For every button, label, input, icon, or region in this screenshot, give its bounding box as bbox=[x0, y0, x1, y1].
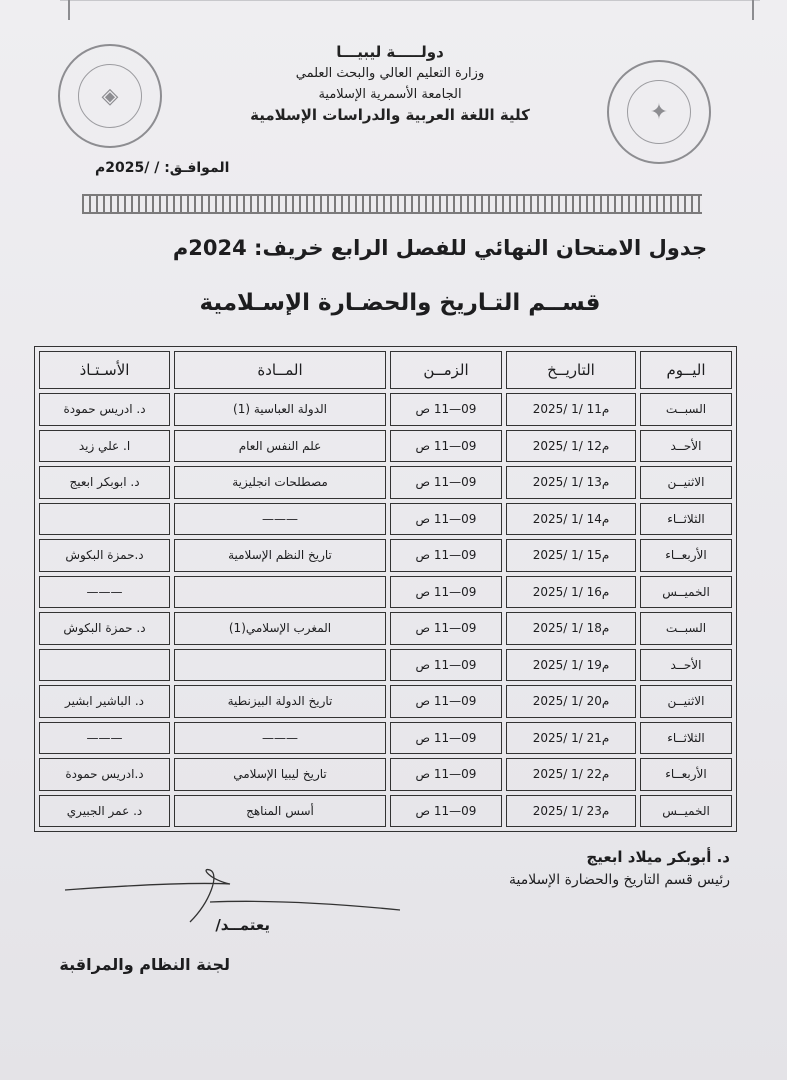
committee-name: لجنة النظام والمراقبة bbox=[59, 955, 230, 974]
department-title: قســم التـاريخ والحضـارة الإسـلامية bbox=[199, 290, 601, 316]
table-row bbox=[39, 685, 732, 718]
cell-date: 2025/ 1/ 18م bbox=[506, 612, 636, 645]
cell-subject: ——— bbox=[174, 722, 386, 755]
cell-prof: د.حمزة البكوش bbox=[39, 539, 170, 572]
head-of-department-name: د. أبوبكر ميلاد ابعيج bbox=[586, 848, 730, 866]
top-tick-right bbox=[752, 0, 754, 20]
header-date: التاريــخ bbox=[506, 351, 636, 389]
head-of-department-title: رئيس قسم التاريخ والحضارة الإسلامية bbox=[508, 872, 730, 888]
cell-day: الاثنيــن bbox=[640, 466, 732, 499]
cell-day: الأحــد bbox=[640, 649, 732, 682]
cell-date: 2025/ 1/ 13م bbox=[506, 466, 636, 499]
cell-subject: علم النفس العام bbox=[174, 430, 386, 463]
cell-day: الخميــس bbox=[640, 795, 732, 828]
cell-prof: د. الباشير ابشير bbox=[39, 685, 170, 718]
cell-date: 2025/ 1/ 19م bbox=[506, 649, 636, 682]
cell-day: الأربعــاء bbox=[640, 539, 732, 572]
table-row bbox=[39, 503, 732, 536]
university-seal-icon: ✦ bbox=[607, 60, 711, 164]
cell-subject: مصطلحات انجليزية bbox=[174, 466, 386, 499]
header-professor: الأسـتـاذ bbox=[39, 351, 170, 389]
table-row bbox=[39, 576, 732, 609]
cell-prof: ——— bbox=[39, 722, 170, 755]
cell-prof: ——— bbox=[39, 576, 170, 609]
cell-subject: تاريخ الدولة البيزنطية bbox=[174, 685, 386, 718]
table-header-row bbox=[39, 351, 732, 389]
table-row bbox=[39, 795, 732, 828]
cell-subject bbox=[174, 576, 386, 609]
approval-label: يعتمــد/ bbox=[215, 916, 270, 934]
cell-time: 09—11 ص bbox=[390, 393, 502, 426]
cell-time: 09—11 ص bbox=[390, 430, 502, 463]
cell-date: 2025/ 1/ 20م bbox=[506, 685, 636, 718]
schedule-title: جدول الامتحان النهائي للفصل الرابع خريف: 2024م bbox=[172, 236, 708, 260]
header-subject: المــادة bbox=[174, 351, 386, 389]
college-name: كلية اللغة العربية والدراسات الإسلامية bbox=[250, 106, 530, 124]
cell-prof: د. ادريس حمودة bbox=[39, 393, 170, 426]
cell-day: الاثنيــن bbox=[640, 685, 732, 718]
cell-time: 09—11 ص bbox=[390, 722, 502, 755]
cell-date: 2025/ 1/ 15م bbox=[506, 539, 636, 572]
header-time: الزمــن bbox=[390, 351, 502, 389]
cell-subject: أسس المناهج bbox=[174, 795, 386, 828]
cell-day: السبــت bbox=[640, 393, 732, 426]
cell-date: 2025/ 1/ 23م bbox=[506, 795, 636, 828]
table-row bbox=[39, 430, 732, 463]
cell-day: السبــت bbox=[640, 612, 732, 645]
cell-subject: تاريخ ليبيا الإسلامي bbox=[174, 758, 386, 791]
cell-time: 09—11 ص bbox=[390, 795, 502, 828]
cell-time: 09—11 ص bbox=[390, 649, 502, 682]
cell-prof: د. حمزة البكوش bbox=[39, 612, 170, 645]
cell-day: الثلاثــاء bbox=[640, 503, 732, 536]
cell-date: 2025/ 1/ 11م bbox=[506, 393, 636, 426]
cell-time: 09—11 ص bbox=[390, 612, 502, 645]
table-row bbox=[39, 539, 732, 572]
cell-prof: د. ابوبكر ابعيج bbox=[39, 466, 170, 499]
state-name: دولـــــة ليبيـــا bbox=[336, 43, 444, 61]
cell-time: 09—11 ص bbox=[390, 758, 502, 791]
cell-subject bbox=[174, 649, 386, 682]
cell-subject: تاريخ النظم الإسلامية bbox=[174, 539, 386, 572]
cell-date: 2025/ 1/ 14م bbox=[506, 503, 636, 536]
cell-day: الثلاثــاء bbox=[640, 722, 732, 755]
cell-subject: ——— bbox=[174, 503, 386, 536]
top-rule bbox=[60, 0, 760, 1]
top-tick-left bbox=[68, 0, 70, 20]
document-date: الموافـق: / /2025م bbox=[95, 160, 230, 176]
cell-time: 09—11 ص bbox=[390, 576, 502, 609]
cell-day: الأحــد bbox=[640, 430, 732, 463]
cell-time: 09—11 ص bbox=[390, 466, 502, 499]
letterhead bbox=[240, 42, 540, 126]
cell-date: 2025/ 1/ 12م bbox=[506, 430, 636, 463]
cell-date: 2025/ 1/ 22م bbox=[506, 758, 636, 791]
university-name: الجامعة الأسمرية الإسلامية bbox=[318, 87, 462, 102]
table-row bbox=[39, 722, 732, 755]
cell-day: الخميــس bbox=[640, 576, 732, 609]
cell-time: 09—11 ص bbox=[390, 503, 502, 536]
cell-prof: د. عمر الجبيري bbox=[39, 795, 170, 828]
cell-time: 09—11 ص bbox=[390, 685, 502, 718]
table-row bbox=[39, 758, 732, 791]
cell-prof: د.ادريس حمودة bbox=[39, 758, 170, 791]
ministry-name: وزارة التعليم العالي والبحث العلمي bbox=[295, 66, 485, 81]
cell-prof bbox=[39, 503, 170, 536]
cell-day: الأربعــاء bbox=[640, 758, 732, 791]
college-seal-icon: ◈ bbox=[58, 44, 162, 148]
table-row bbox=[39, 612, 732, 645]
cell-date: 2025/ 1/ 21م bbox=[506, 722, 636, 755]
cell-subject: المغرب الإسلامي(1) bbox=[174, 612, 386, 645]
cell-date: 2025/ 1/ 16م bbox=[506, 576, 636, 609]
cell-prof: ا. علي زيد bbox=[39, 430, 170, 463]
cell-time: 09—11 ص bbox=[390, 539, 502, 572]
decorative-border bbox=[82, 194, 702, 214]
table-row bbox=[39, 466, 732, 499]
table-row bbox=[39, 393, 732, 426]
cell-subject: الدولة العباسية (1) bbox=[174, 393, 386, 426]
cell-prof bbox=[39, 649, 170, 682]
table-row bbox=[39, 649, 732, 682]
exam-schedule-table bbox=[34, 346, 737, 832]
header-day: اليــوم bbox=[640, 351, 732, 389]
